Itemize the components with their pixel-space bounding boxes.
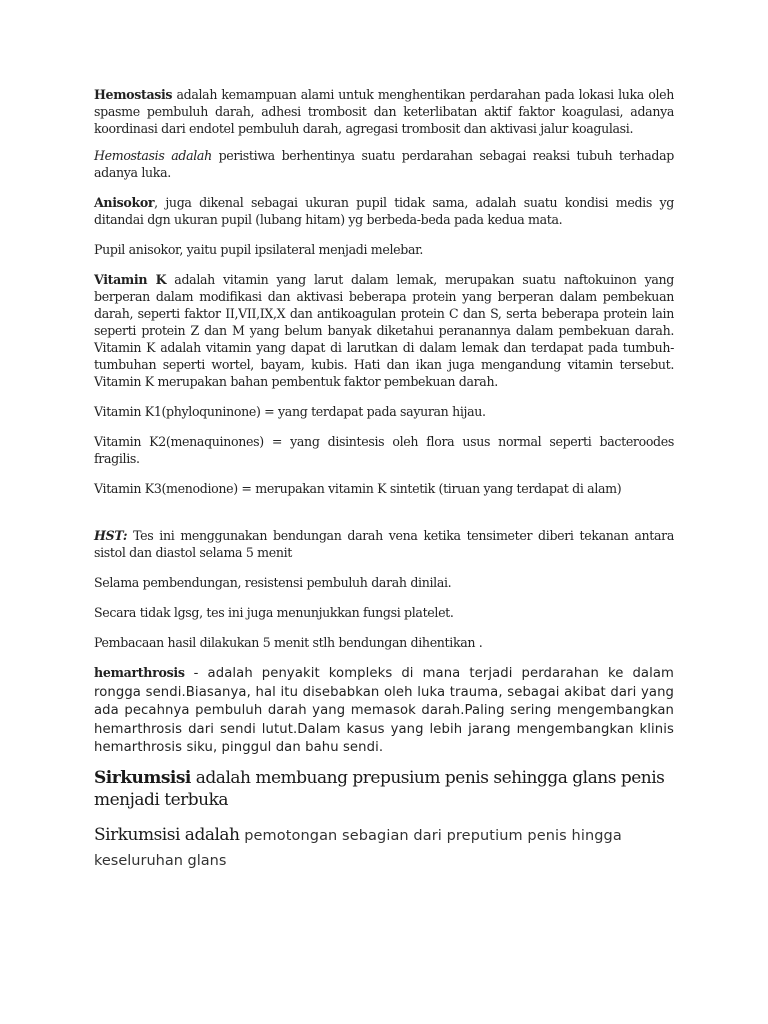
hst-text: Tes ini menggunakan bendungan darah vena ketika tensimeter diberi tekanan antara sistol dan diastol selama 5 menit [94, 528, 674, 560]
sirkumsisi-definition-text: adalah membuang prepusium penis sehingga glans penis menjadi terbuka [94, 767, 665, 810]
hemostasis-event-text: peristiwa berhentinya suatu perdarahan sebagai reaksi tubuh terhadap adanya luka. [94, 148, 674, 180]
paragraph-hemarthrosis [94, 664, 674, 758]
sirkumsisi-procedure-text: pemotongan sebagian dari preputium penis hingga [239, 827, 622, 844]
heading-sirkumsisi-definition [94, 767, 674, 811]
paragraph-vitamin-k [94, 271, 674, 390]
hemostasis-definition-text: adalah kemampuan alami untuk menghentikan perdarahan pada lokasi luka oleh spasme pembuluh darah, adhesi trombosit dan keterlibatan aktif faktor koagulasi, adanya koordinasi dari endotel pembuluh darah, agregasi trombosit dan aktivasi jalur koagulasi. [94, 87, 674, 136]
paragraph-vitamin-k1: Vitamin K1(phyloquninone) = yang terdapat pada sayuran hijau. [94, 404, 486, 419]
sirkumsisi-procedure-line-1 [94, 822, 674, 849]
term-hemostasis: Hemostasis [94, 87, 173, 102]
term-sirkumsisi-adalah: Sirkumsisi adalah [94, 824, 240, 845]
paragraph-vitamin-k2: Vitamin K2(menaquinones) = yang disintesis oleh flora usus normal seperti bacteroodes fragilis. [94, 434, 674, 466]
term-hemarthrosis: hemarthrosis [94, 665, 185, 680]
paragraph-anisokor [94, 194, 674, 228]
term-anisokor: Anisokor [94, 195, 155, 210]
paragraph-hemostasis-event [94, 147, 674, 181]
paragraph-pupil-anisokor: Pupil anisokor, yaitu pupil ipsilateral menjadi melebar. [94, 242, 424, 257]
anisokor-text: , juga dikenal sebagai ukuran pupil tidak sama, adalah suatu kondisi medis yg ditandai dgn ukuran pupil (lubang hitam) yg berbeda-beda pada kedua mata. [94, 195, 674, 227]
vitamin-k-text: adalah vitamin yang larut dalam lemak, merupakan suatu naftokuinon yang berperan dalam modifikasi dan aktivasi beberapa protein yang berperan dalam pembekuan darah, seperti faktor II,VII,IX,X dan antikoagulan protein C dan S, serta beberapa protein lain seperti protein Z dan M yang belum banyak diketahui peranannya dalam pembekuan darah. Vitamin K adalah vitamin yang dapat di larutkan di dalam lemak dan terdapat pada tumbuh-tumbuhan seperti wortel, bayam, kubis. Hati dan ikan juga mengandung vitamin tersebut. Vitamin K merupakan bahan pembentuk faktor pembekuan darah. [94, 272, 674, 389]
heading-sirkumsisi-procedure [94, 822, 674, 873]
document-page [94, 86, 674, 873]
sirkumsisi-procedure-line-2: keseluruhan glans [94, 852, 227, 869]
paragraph-platelet: Secara tidak lgsg, tes ini juga menunjukkan fungsi platelet. [94, 605, 454, 620]
term-sirkumsisi: Sirkumsisi [94, 767, 191, 788]
term-hemostasis-adalah: Hemostasis adalah [94, 148, 212, 163]
paragraph-pembendungan: Selama pembendungan, resistensi pembuluh darah dinilai. [94, 575, 452, 590]
paragraph-pembacaan: Pembacaan hasil dilakukan 5 menit stlh bendungan dihentikan . [94, 635, 483, 650]
term-vitamin-k: Vitamin K [94, 272, 167, 287]
hemarthrosis-text: - adalah penyakit kompleks di mana terjadi perdarahan ke dalam rongga sendi.Biasanya, hal itu disebabkan oleh luka trauma, sebagai akibat dari yang ada pecahnya pembuluh darah yang memasok darah.Paling sering mengembangkan hemarthrosis dari sendi lutut.Dalam kasus yang lebih jarang mengembangkan klinis hemarthrosis siku, pinggul dan bahu sendi. [94, 666, 674, 755]
paragraph-hemostasis-definition [94, 86, 674, 137]
term-hst: HST: [94, 528, 128, 543]
paragraph-hst [94, 527, 674, 561]
paragraph-vitamin-k3: Vitamin K3(menodione) = merupakan vitamin K sintetik (tiruan yang terdapat di alam) [94, 481, 622, 496]
